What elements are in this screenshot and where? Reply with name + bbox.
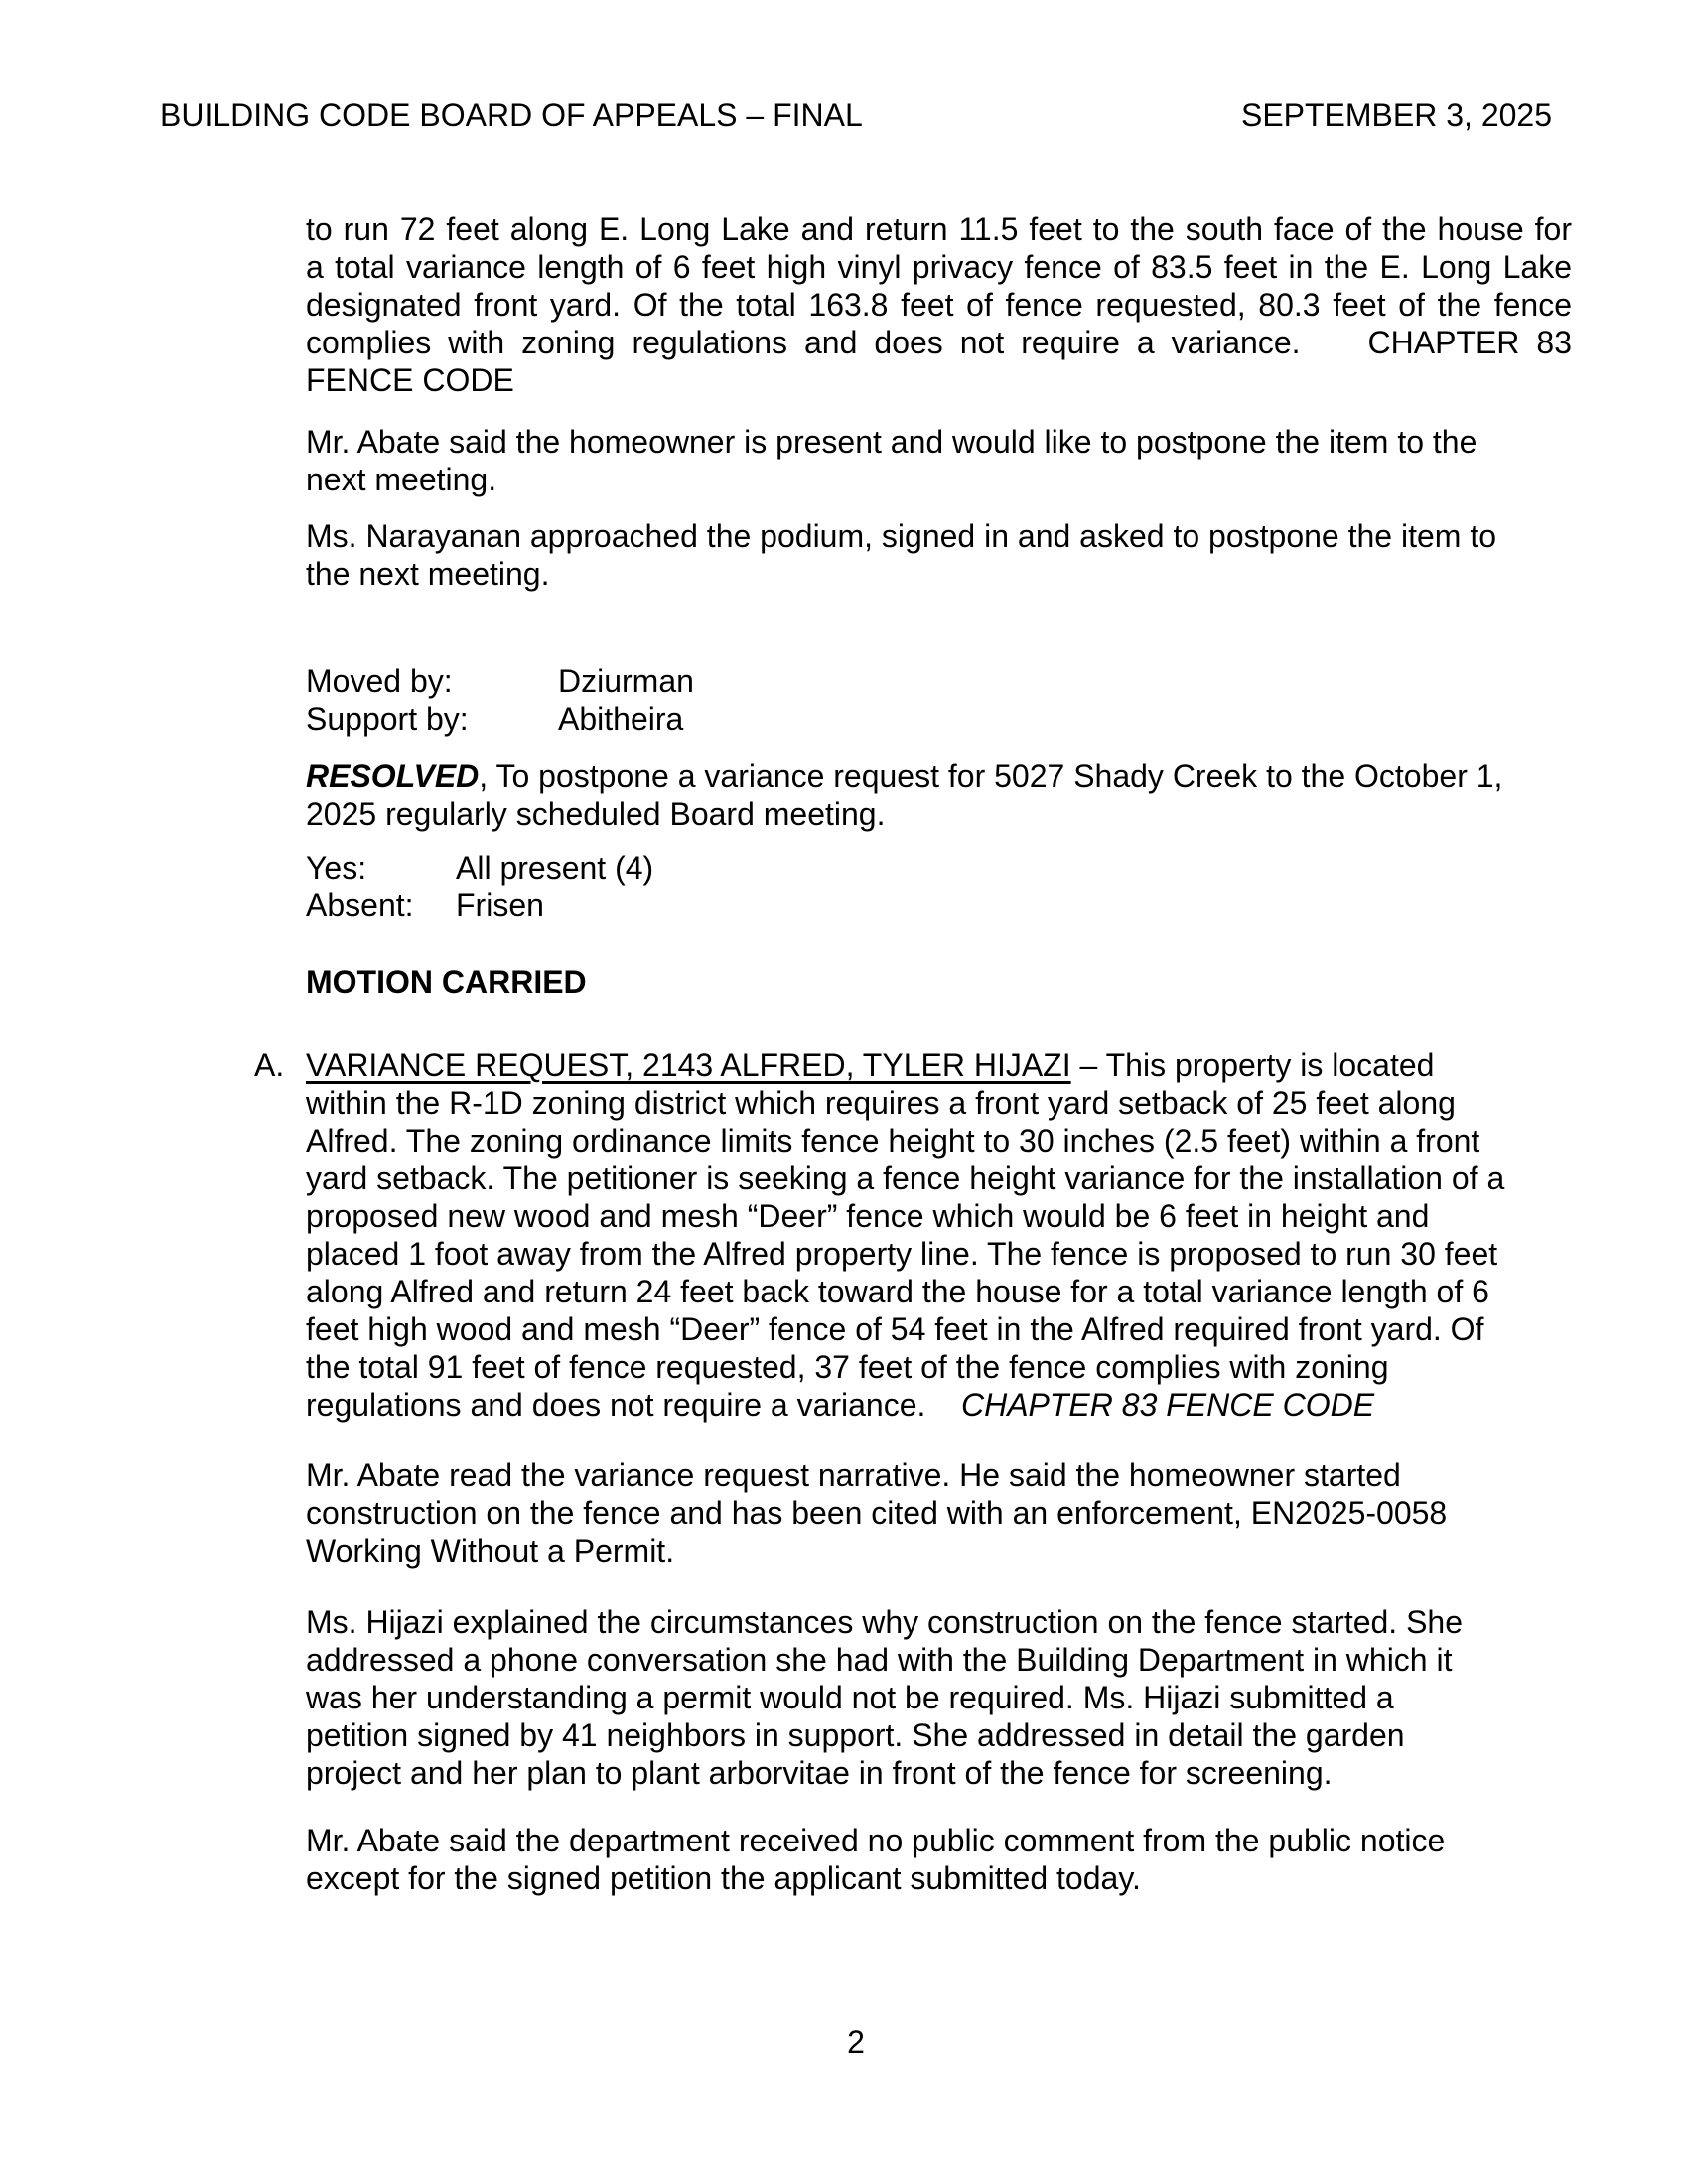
absent-row [306,887,1572,924]
document-date: SEPTEMBER 3, 2025 [1240,97,1552,133]
text-line: project and her plan to plant arborvitae in front of the fence for screening. [306,1755,1333,1791]
text-line: addressed a phone conversation she had with the Building Department in which it [306,1642,1453,1678]
text-line: was her understanding a permit would not be required. Ms. Hijazi submitted a [306,1680,1394,1715]
text-line: within the R-1D zoning district which requires a front yard setback of 25 feet along [306,1085,1456,1121]
absent-label: Absent: [306,887,414,923]
text-line: next meeting. [306,462,497,497]
text-line: Working Without a Permit. [306,1533,675,1569]
text-line: construction on the fence and has been cited with an enforcement, EN2025-0058 [306,1495,1448,1531]
section-a-heading-line [306,1046,1572,1084]
document-title: BUILDING CODE BOARD OF APPEALS – FINAL [160,97,863,133]
section-a-heading: VARIANCE REQUEST, 2143 ALFRED, TYLER HIJAZI [306,1047,1071,1083]
text-line: Mr. Abate read the variance request narrative. He said the homeowner started [306,1457,1401,1493]
text-line: to run 72 feet along E. Long Lake and return 11.5 feet to the south face of the house for [306,211,1572,247]
section-a-last-plain: regulations and does not require a variance. [306,1387,961,1423]
yes-row [306,849,1572,887]
text-line: along Alfred and return 24 feet back toward the house for a total variance length of 6 [306,1274,1489,1309]
text-line: the next meeting. [306,556,550,592]
list-marker-a: A. [254,1047,285,1083]
paragraph-abate-postpone [306,423,1572,498]
support-by-row [306,700,1572,738]
text-line: MOTION CARRIED [306,964,587,1000]
page-header [160,96,1552,134]
moved-by-value: Dziurman [558,663,694,699]
text-line: the total 91 feet of fence requested, 37 feet of the fence complies with zoning [306,1349,1389,1385]
resolved-text: , To postpone a variance request for 5027 Shady Creek to the October 1, [479,758,1503,794]
text-line: proposed new wood and mesh “Deer” fence which would be 6 feet in height and [306,1198,1430,1234]
absent-value: Frisen [456,887,544,923]
paragraph-narayanan [306,517,1572,593]
paragraph-resolved [306,757,1572,833]
moved-by-row [306,662,1572,700]
resolved-keyword: RESOLVED [306,758,480,794]
text-line: Ms. Narayanan approached the podium, signed in and asked to postpone the item to [306,518,1496,554]
section-a [254,1046,1572,1424]
vote-results [306,849,1572,924]
motion-carried [306,963,1572,1001]
section-a-last-line [306,1386,1572,1424]
text-line: except for the signed petition the applicant submitted today. [306,1860,1141,1896]
text-line: a total variance length of 6 feet high vinyl privacy fence of 83.5 feet in the E. Long Lake [306,249,1572,285]
text-line: designated front yard. Of the total 163.8 feet of fence requested, 80.3 feet of the fence [306,287,1572,323]
text-line: placed 1 foot away from the Alfred property line. The fence is proposed to run 30 feet [306,1236,1498,1272]
motion-moved-support [306,662,1572,738]
text-line: 2025 regularly scheduled Board meeting. [306,796,886,832]
text-line: Mr. Abate said the homeowner is present and would like to postpone the item to the [306,424,1477,460]
paragraph-abate-read [306,1456,1572,1570]
chapter-citation: CHAPTER 83 FENCE CODE [960,1387,1375,1423]
text-line: Alfred. The zoning ordinance limits fence height to 30 inches (2.5 feet) within a front [306,1123,1480,1159]
moved-by-label: Moved by: [306,663,453,699]
support-by-value: Abitheira [558,701,684,737]
text-line: FENCE CODE [306,362,514,398]
text-line: feet high wood and mesh “Deer” fence of 54 feet in the Alfred required front yard. Of [306,1311,1484,1347]
paragraph-variance-intro [306,210,1572,399]
text-line: complies with zoning regulations and does not require a variance. CHAPTER 83 [306,325,1572,360]
section-a-heading-rest: – This property is located [1070,1047,1435,1083]
text-line: Ms. Hijazi explained the circumstances why construction on the fence started. She [306,1604,1464,1640]
paragraph-hijazi [306,1603,1572,1792]
text-line: yard setback. The petitioner is seeking a fence height variance for the installation of a [306,1160,1505,1196]
text-line: Mr. Abate said the department received no public comment from the public notice [306,1823,1446,1858]
page-number: 2 [847,2024,865,2060]
support-by-label: Support by: [306,701,469,737]
text-line: petition signed by 41 neighbors in support. She addressed in detail the garden [306,1717,1405,1753]
yes-value: All present (4) [456,850,654,886]
paragraph-abate-comment [306,1822,1572,1897]
yes-label: Yes: [306,850,367,886]
text-line [306,757,1572,795]
